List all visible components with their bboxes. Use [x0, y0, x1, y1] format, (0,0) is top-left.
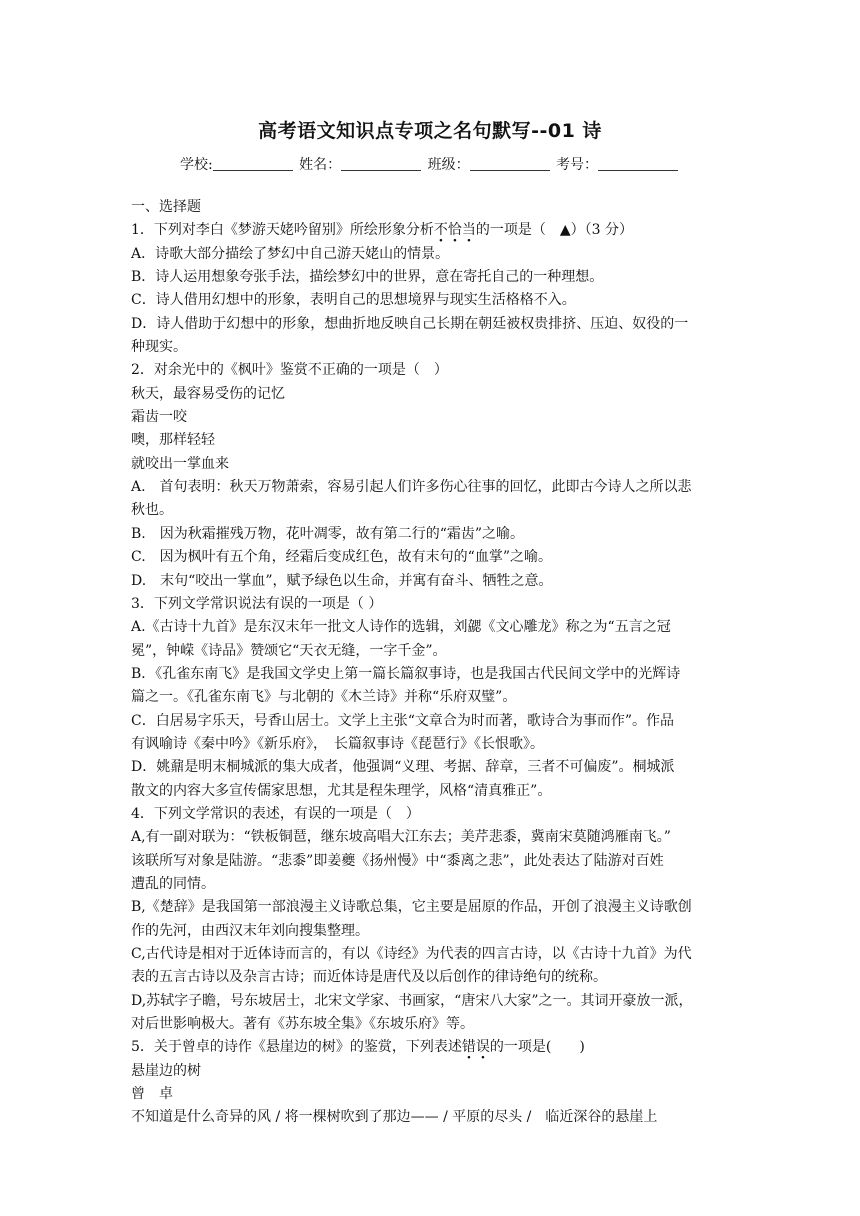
q2-stem: 2．对余光中的《枫叶》鉴赏不正确的一项是（ ）: [131, 362, 448, 379]
q4-option-c-line2: 表的五言古诗以及杂言古诗；而近体诗是唐代及以后创作的律诗绝句的统称。: [131, 969, 607, 986]
school-blank: [213, 156, 293, 171]
school-label: 学校:: [179, 157, 213, 173]
q4-option-c-line1: C,古代诗是相对于近体诗而言的，有以《诗经》为代表的四言古诗，以《古诗十九首》为代: [131, 946, 692, 962]
q1-option-a: A．诗歌大部分描绘了梦幻中自己游天姥山的情景。: [131, 245, 450, 262]
q2-option-c: C. 因为枫叶有五个角，经霜后变成红色，故有末句的“血掌”之喻。: [131, 549, 552, 566]
q1-emphasis-2: 恰: [447, 222, 462, 239]
q3-stem: 3．下列文学常识说法有误的一项是（ ）: [131, 595, 383, 612]
student-info-line: [0, 154, 860, 174]
name-label: 姓名：: [299, 157, 342, 173]
q4-option-b-line2: 作的先河，由西汉末年刘向搜集整理。: [131, 922, 369, 939]
q3-option-a-line2: 冕”，钟嵘《诗品》赞颂它“天衣无缝，一字千金”。: [131, 642, 447, 659]
q2-poem-line: 噢，那样轻轻: [131, 432, 215, 449]
q5-emphasis-2: 误: [475, 1039, 490, 1056]
q4-option-a-line3: 遭乱的同情。: [131, 875, 215, 892]
q4-option-d-line2: 对后世影响极大。著有《苏东坡全集》《东坡乐府》等。: [131, 1016, 474, 1033]
q3-option-c-line1: C．白居易字乐天，号香山居士。文学上主张“文章合为时而著，歌诗合为事而作”。作品: [131, 712, 675, 729]
q5-poem-author: 曾 卓: [131, 1086, 173, 1103]
class-blank: [470, 156, 550, 171]
q3-option-b-line2: 篇之一。《孔雀东南飞》与北朝的《木兰诗》并称“乐府双璧”。: [131, 689, 517, 706]
q4-option-a-line2: 该联所写对象是陆游。“悲黍”即姜夔《扬州慢》中“黍离之悲”，此处表达了陆游对百姓: [131, 852, 664, 869]
q2-poem-line: 秋天，最容易受伤的记忆: [131, 385, 285, 402]
q4-option-a-line1: A,有一副对联为：“铁板铜琶，继东坡高唱大江东去；美芹悲黍，冀南宋莫随鸿雁南飞。”: [131, 829, 671, 846]
q2-option-b: B. 因为秋霜摧残万物，花叶凋零，故有第二行的“霜齿”之喻。: [131, 525, 525, 542]
name-blank: [341, 156, 421, 171]
q1-emphasis-1: 不: [433, 222, 448, 239]
page-title: 高考语文知识点专项之名句默写--01 诗: [258, 120, 602, 142]
q3-option-d-line1: D．姚鼐是明末桐城派的集大成者，他强调“义理、考据、辞章，三者不可偏废”。桐城派: [131, 759, 675, 776]
q1-option-d-line1: D．诗人借助于幻想中的形象，想曲折地反映自己长期在朝廷被权贵排挤、压迫、奴役的一: [131, 315, 689, 332]
question-body: [131, 196, 731, 1130]
q2-option-a-line2: 秋也。: [131, 502, 173, 519]
q1-stem: [131, 219, 731, 242]
q2-poem-line: 霜齿一咬: [131, 409, 187, 426]
number-blank: [598, 156, 678, 171]
q3-option-a-line1: A.《古诗十九首》是东汉末年一批文人诗作的选辑，刘勰《文心雕龙》称之为“五言之冠: [131, 619, 671, 636]
q3-option-d-line2: 散文的内容大多宣传儒家思想，尤其是程朱理学，风格“清真雅正”。: [131, 782, 552, 799]
q5-emphasis-1: 错: [461, 1039, 476, 1056]
q2-option-a-line1: A. 首句表明：秋天万物萧索，容易引起人们许多伤心往事的回忆，此即古今诗人之所以悲: [131, 479, 692, 496]
q5-stem-a: 5．关于曾卓的诗作《悬崖边的树》的鉴赏，下列表述: [131, 1039, 462, 1056]
q1-emphasis-3: 当: [461, 222, 476, 239]
q3-option-b-line1: B．《孔雀东南飞》是我国文学史上第一篇长篇叙事诗，也是我国古代民间文学中的光辉诗: [131, 665, 681, 682]
q1-option-d-line2: 种现实。: [131, 339, 187, 356]
q4-stem: 4．下列文学常识的表述，有误的一项是（ ）: [131, 805, 420, 822]
q5-stem: [131, 1036, 731, 1059]
q1-stem-b: 的一项是（ ▲）（3 分）: [475, 222, 634, 239]
q4-option-d-line1: D,苏轼字子瞻，号东坡居士，北宋文学家、书画家，“唐宋八大家”之一。其词开豪放一派，: [131, 992, 693, 1009]
q1-stem-a: 1．下列对李白《梦游天姥吟留别》所绘形象分析: [131, 222, 434, 239]
class-label: 班级：: [427, 157, 470, 173]
q3-option-c-line2: 有讽喻诗《秦中吟》《新乐府》， 长篇叙事诗《琵琶行》《长恨歌》。: [131, 735, 544, 752]
q5-poem-title: 悬崖边的树: [131, 1062, 201, 1079]
q5-poem-line: 不知道是什么奇异的风 / 将一棵树吹到了那边—— / 平原的尽头 / 临近深谷的悬崖上: [131, 1109, 658, 1126]
q1-option-c: C．诗人借用幻想中的形象，表明自己的思想境界与现实生活格格不入。: [131, 292, 576, 309]
q4-option-b-line1: B,《楚辞》是我国第一部浪漫主义诗歌总集，它主要是屈原的作品，开创了浪漫主义诗歌创: [131, 899, 692, 916]
section-heading: 一、选择题: [131, 199, 201, 215]
q1-option-b: B．诗人运用想象夸张手法，描绘梦幻中的世界，意在寄托自己的一种理想。: [131, 269, 604, 286]
q5-stem-b: 的一项是( ): [489, 1039, 585, 1056]
q2-poem-line: 就咬出一掌血来: [131, 455, 229, 472]
q2-option-d: D. 末句“咬出一掌血”，赋予绿色以生命，并寓有奋斗、牺牲之意。: [131, 572, 553, 589]
number-label: 考号：: [556, 157, 599, 173]
